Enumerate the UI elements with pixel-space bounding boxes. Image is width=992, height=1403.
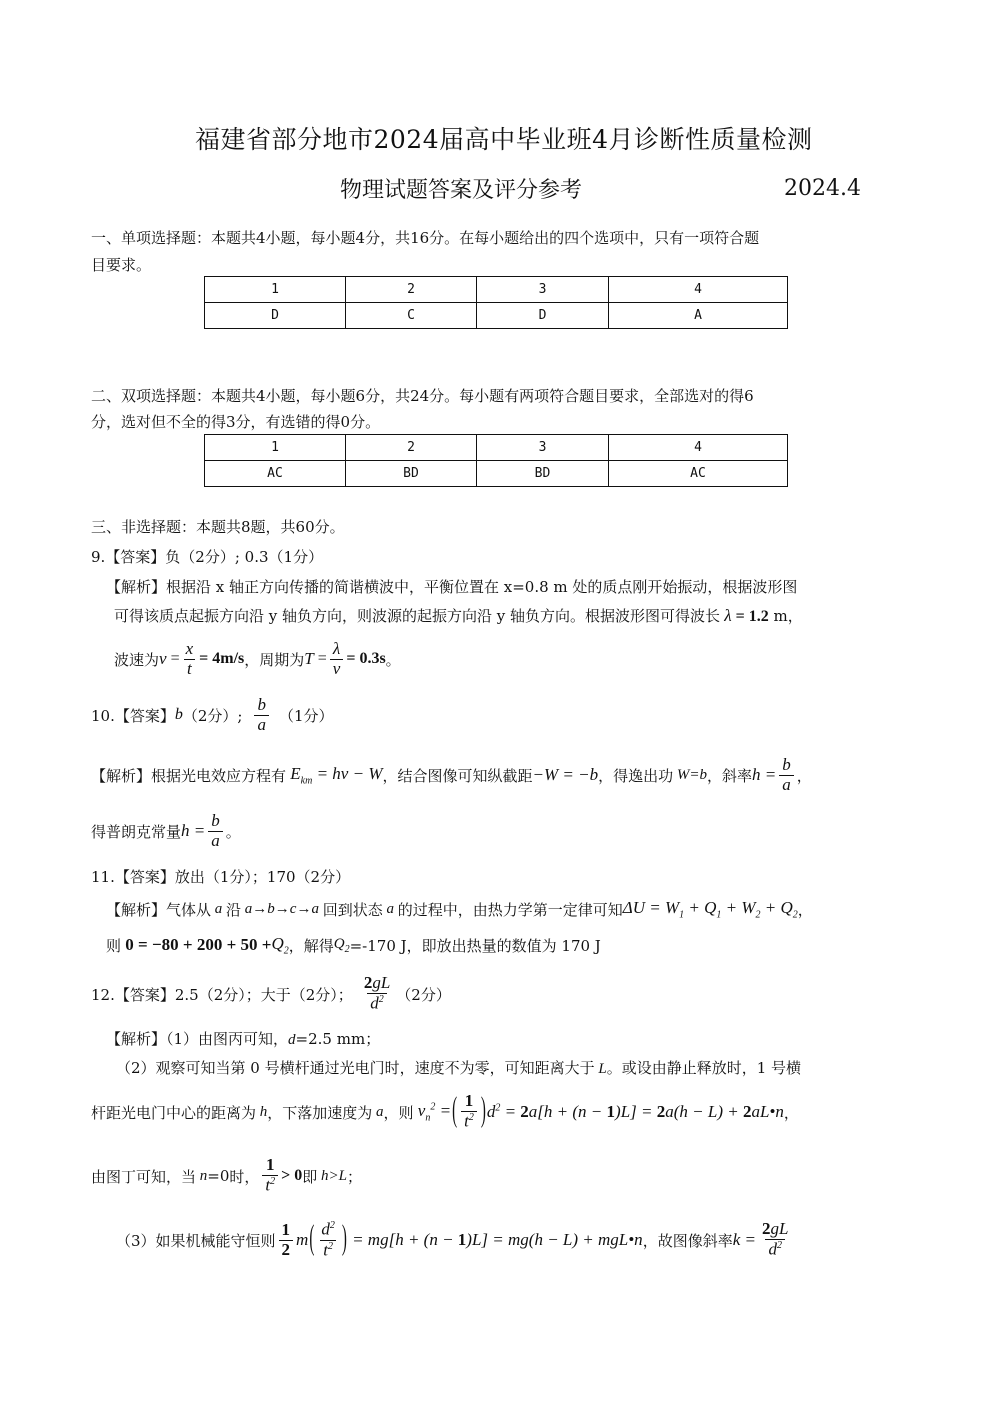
q12-explanation-line1: 【解析】（1）由图丙可知，d=2.5 mm； [106,1030,381,1048]
table-cell: 3 [477,277,609,303]
table-cell: 1 [205,435,346,461]
q10-explanation-line2: 得普朗克常量 h = $\frac{b}{a}$ 。 [91,810,241,850]
table-cell: AC [609,461,788,487]
section2-heading-cont: 分，选对但不全的得3分，有选错的得0分。 [91,413,381,431]
section1-heading-cont: 目要求。 [91,256,152,274]
table-row [205,435,788,461]
section1-heading: 一、单项选择题：本题共4小题，每小题4分，共16分。在每小题给出的四个选项中，只有一项符合题 [91,229,760,247]
table-cell: 4 [609,435,788,461]
table-cell: BD [346,461,477,487]
table-cell: A [609,303,788,329]
q12-explanation-line5: （3）如果机械能守恒则 $\frac{1}{2}$ m ( $\frac{d^2}{t^2}$ ) = mg[h + (n − 1)L] = mg(h − L) + mgL•n ，故图像斜率 k = $\frac{2gL}{d^2}$ [116,1219,789,1260]
document-date: 2024.4 [784,176,861,201]
table-row [205,461,788,487]
document-subtitle: 物理试题答案及评分参考 [340,178,583,203]
q9-answer: 9.【答案】负（2分）; 0.3（1分） [91,548,324,566]
table-cell: 2 [346,277,477,303]
table-cell: C [346,303,477,329]
q12-explanation-line3: 杆距光电门中心的距离为 h ，下落加速度为 a ，则 $v_n^2$ = ( $\frac{1}{t^2}$ ) $d^2 = 2a[h + (n - 1)L] = 2a(h - L)$ + 2aL•n ， [91,1091,799,1131]
q10-answer: 10.【答案】 b （2分）; $\frac{b}{a}$ （1分） [91,694,334,734]
q9-explanation-line1: 【解析】根据沿 x 轴正方向传播的简谐横波中，平衡位置在 x=0.8 m 处的质点刚开始振动，根据波形图 [106,578,798,596]
table-row [205,303,788,329]
q10-explanation-line1: 【解析】根据光电效应方程有 $E_{km} = h\nu - W$ ，结合图像可知纵截距 −W = −b ，得逸出功 W=b ，斜率 h = $\frac{b}{a}$ ， [91,754,812,794]
table-cell: 2 [346,435,477,461]
q11-explanation-line1: 【解析】气体从 a 沿 a→b→c→a 回到状态 a 的过程中，由热力学第一定律可知 $\Delta U = W_1 + Q_1 + W_2 + Q_2$ ， [106,897,813,921]
q11-answer: 11.【答案】放出（1分）；170（2分） [91,868,351,886]
table-cell: BD [477,461,609,487]
table-cell: AC [205,461,346,487]
q12-answer: 12.【答案】2.5（2分）；大于（2分）； $\frac{2gL}{d^2}$ （2分） [91,973,451,1013]
q9-explanation-line2: 可得该质点起振方向沿 y 轴负方向，则波源的起振方向沿 y 轴负方向。根据波形图可得波长 λ = 1.2 m， [114,606,803,625]
table-cell: 4 [609,277,788,303]
q12-explanation-line2: （2）观察可知当第 0 号横杆通过光电门时，速度不为零，可知距离大于 L。或设由静止释放时，1 号横 [116,1059,802,1077]
q11-explanation-line2: 则 0 = −80 + 200 + 50 + $Q_2$ ，解得 $Q_2$ =-170 J，即放出热量的数值为 170 J [106,933,601,957]
section2-answer-table [204,434,788,487]
q12-explanation-line4: 由图丁可知，当 n =0 时， $\frac{1}{t^2}$ > 0 即 h>L ； [91,1155,363,1195]
table-cell: D [477,303,609,329]
q9-explanation-line3: 波速为 v = $\frac{x}{t}$ = 4m/s ，周期为 T = $\frac{\lambda}{v}$ = 0.3s 。 [114,638,401,678]
section2-heading: 二、双项选择题：本题共4小题，每小题6分，共24分。每小题有两项符合题目要求，全部选对的得6 [91,387,754,405]
table-cell: D [205,303,346,329]
document-title: 福建省部分地市2024届高中毕业班4月诊断性质量检测 [195,125,813,154]
table-row [205,277,788,303]
section1-answer-table [204,276,788,329]
table-cell: 1 [205,277,346,303]
table-cell: 3 [477,435,609,461]
section3-heading: 三、非选择题：本题共8题，共60分。 [91,518,345,536]
